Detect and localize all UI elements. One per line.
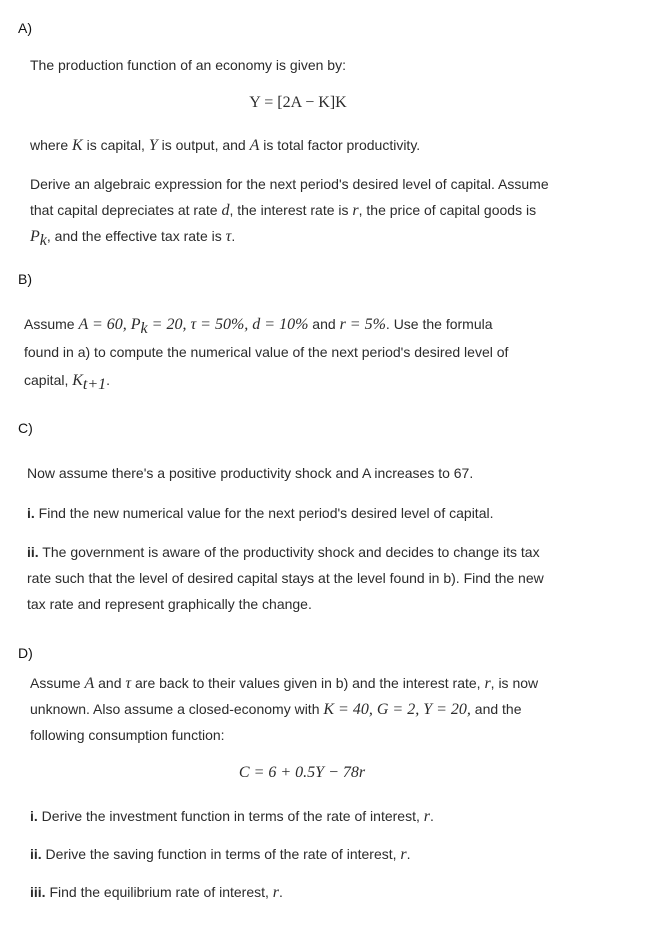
section-c-item-ii-line1: ii. The government is aware of the productivity shock and decides to change its tax (27, 544, 540, 560)
section-c-item-ii-line3: tax rate and represent graphically the change. (27, 596, 312, 612)
section-b-line1: Assume A = 60, $P_k = 20$, τ = 50%, d = 10% and r = 5%. Use the formula (24, 316, 493, 337)
section-c-label: C) (18, 420, 33, 436)
section-a-derive-line1: Derive an algebraic expression for the next period's desired level of capital. Assume (30, 176, 549, 192)
section-d-item-iii: iii. Find the equilibrium rate of interest, r. (30, 884, 283, 901)
section-c-item-i: i. Find the new numerical value for the next period's desired level of capital. (27, 505, 494, 521)
consumption-function-equation: C = 6 + 0.5Y − 78r (238, 764, 366, 781)
section-a-derive-line3: $P_k$, and the effective tax rate is τ. (30, 228, 236, 249)
section-d-item-ii: ii. Derive the saving function in terms of the rate of interest, r. (30, 846, 411, 863)
section-b-label: B) (18, 271, 32, 287)
section-c-intro: Now assume there's a positive productivity shock and A increases to 67. (27, 465, 474, 481)
section-d-label: D) (18, 645, 33, 661)
section-d-line1: Assume A and τ are back to their values given in b) and the interest rate, r, is now (30, 675, 539, 692)
section-d-line2: unknown. Also assume a closed-economy with K = 40, G = 2, Y = 20, and the (30, 701, 522, 718)
section-d-line3: following consumption function: (30, 727, 225, 743)
section-a-label: A) (18, 20, 32, 36)
section-a-intro: The production function of an economy is given by: (30, 57, 346, 73)
section-c-item-ii-line2: rate such that the level of desired capital stays at the level found in b). Find the new (27, 570, 544, 586)
section-a-derive-line2: that capital depreciates at rate d, the interest rate is r, the price of capital goods is (30, 202, 537, 219)
section-b-line2: found in a) to compute the numerical value of the next period's desired level of (24, 344, 509, 360)
section-d-item-i: i. Derive the investment function in terms of the rate of interest, r. (30, 808, 434, 825)
section-a-where: where K is capital, Y is output, and A is total factor productivity. (30, 137, 421, 154)
section-b-line3: capital, $K_{t+1}$. (24, 372, 111, 393)
production-function-equation: Y = [2A − K]K (249, 94, 347, 111)
